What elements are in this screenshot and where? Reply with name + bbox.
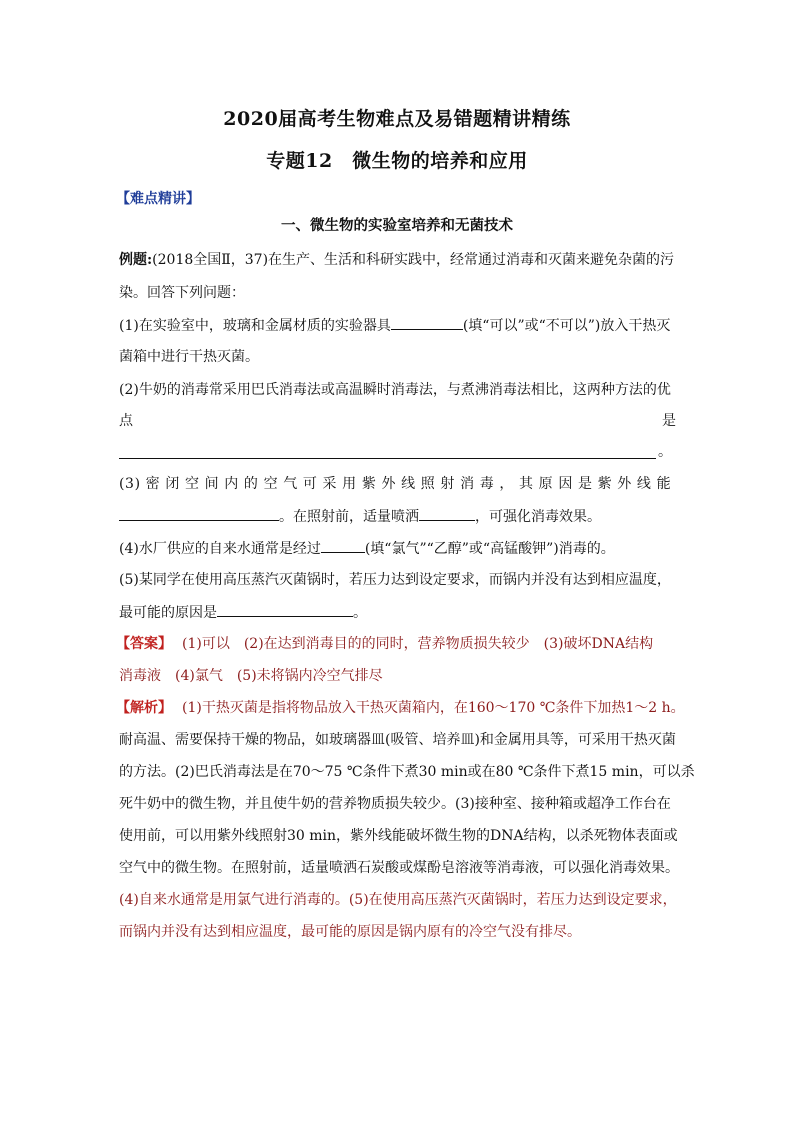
question-2-cont-left: 点 (119, 413, 133, 429)
answer-blank-2 (119, 457, 656, 459)
question-5: (5)某同学在使用高压蒸汽灭菌锅时，若压力达到设定要求，而锅内并没有达到相应温度， (119, 572, 671, 588)
answer-blank-1 (391, 315, 463, 330)
q5-text-c: 。 (353, 605, 367, 621)
document-title: 2020届高考生物难点及易错题精讲精练 (223, 108, 571, 130)
question-2-cont-right: 是 (662, 413, 676, 429)
analysis-line-1 (116, 698, 685, 718)
answer-blank-3b (419, 506, 475, 521)
example-line-2: 染。回答下列问题： (119, 285, 245, 301)
question-3-cont (119, 506, 601, 527)
example-line-1 (119, 250, 674, 270)
answer-tag: 【答案】 (116, 636, 172, 652)
analysis-line-2: 耐高温、需要保持干燥的物品，如玻璃器皿(吸管、培养皿)和金属用具等，可采用干热灭菌 (119, 732, 676, 748)
q3-text-c: ，可强化消毒效果。 (475, 509, 601, 525)
analysis-tag: 【解析】 (116, 700, 172, 716)
analysis-line-6: 空气中的微生物。在照射前，适量喷洒石炭酸或煤酚皂溶液等消毒液，可以强化消毒效果。 (119, 860, 679, 876)
answer-line-1 (116, 634, 653, 654)
example-text: (2018全国Ⅱ，37)在生产、生活和科研实践中，经常通过消毒和灭菌来避免杂菌的污 (152, 252, 675, 268)
q1-text-a: (1)在实验室中，玻璃和金属材质的实验器具 (119, 318, 391, 334)
answer-line-2: 消毒液 (4)氯气 (5)未将锅内冷空气排尽 (119, 668, 383, 684)
question-5-cont (119, 602, 367, 623)
question-2-period: 。 (658, 444, 672, 460)
answer-blank-4 (321, 538, 365, 553)
analysis-line-4: 死牛奶中的微生物，并且使牛奶的营养物质损失较少。(3)接种室、接种箱或超净工作台在 (119, 796, 671, 812)
question-1-cont: 菌箱中进行干热灭菌。 (119, 349, 259, 365)
answer-text-1: (1)可以 (2)在达到消毒目的的同时，营养物质损失较少 (3)破坏DNA结构 (182, 636, 654, 652)
answer-blank-5 (217, 602, 353, 617)
q4-text-a: (4)水厂供应的自来水通常是经过 (119, 541, 321, 557)
analysis-line-7: (4)自来水通常是用氯气进行消毒的。(5)在使用高压蒸汽灭菌锅时，若压力达到设定要求， (119, 892, 677, 908)
topic-subtitle: 专题12 微生物的培养和应用 (266, 150, 528, 172)
question-2: (2)牛奶的消毒常采用巴氏消毒法或高温瞬时消毒法，与煮沸消毒法相比，这两种方法的优 (119, 382, 671, 398)
answer-blank-3a (119, 506, 279, 521)
section-heading: 一、微生物的实验室培养和无菌技术 (281, 217, 513, 234)
q5-text-b: 最可能的原因是 (119, 605, 217, 621)
section-tag: 【难点精讲】 (116, 191, 200, 207)
q3-text-b: 。在照射前，适量喷洒 (279, 509, 419, 525)
q1-text-b: (填“可以”或“不可以”)放入干热灭 (462, 318, 671, 334)
example-label: 例题: (119, 252, 153, 268)
analysis-text-1: (1)干热灭菌是指将物品放入干热灭菌箱内，在160～170 ℃条件下加热1～2 h。 (182, 700, 685, 716)
question-3: (3) 密 闭 空 间 内 的 空 气 可 采 用 紫 外 线 照 射 消 毒 ， 其 原 因 是 紫 外 线 能 (119, 476, 672, 492)
analysis-line-5: 使用前，可以用紫外线照射30 min，紫外线能破坏微生物的DNA结构，以杀死物体表面或 (119, 828, 678, 844)
q4-text-b: (填“氯气”“乙醇”或“高锰酸钾”)消毒的。 (364, 541, 615, 557)
analysis-line-3: 的方法。(2)巴氏消毒法是在70～75 ℃条件下煮30 min或在80 ℃条件下煮15 min，可以杀 (119, 764, 695, 780)
question-1 (119, 315, 670, 336)
analysis-line-8: 而锅内并没有达到相应温度，最可能的原因是锅内原有的冷空气没有排尽。 (119, 924, 581, 940)
question-4 (119, 538, 615, 559)
